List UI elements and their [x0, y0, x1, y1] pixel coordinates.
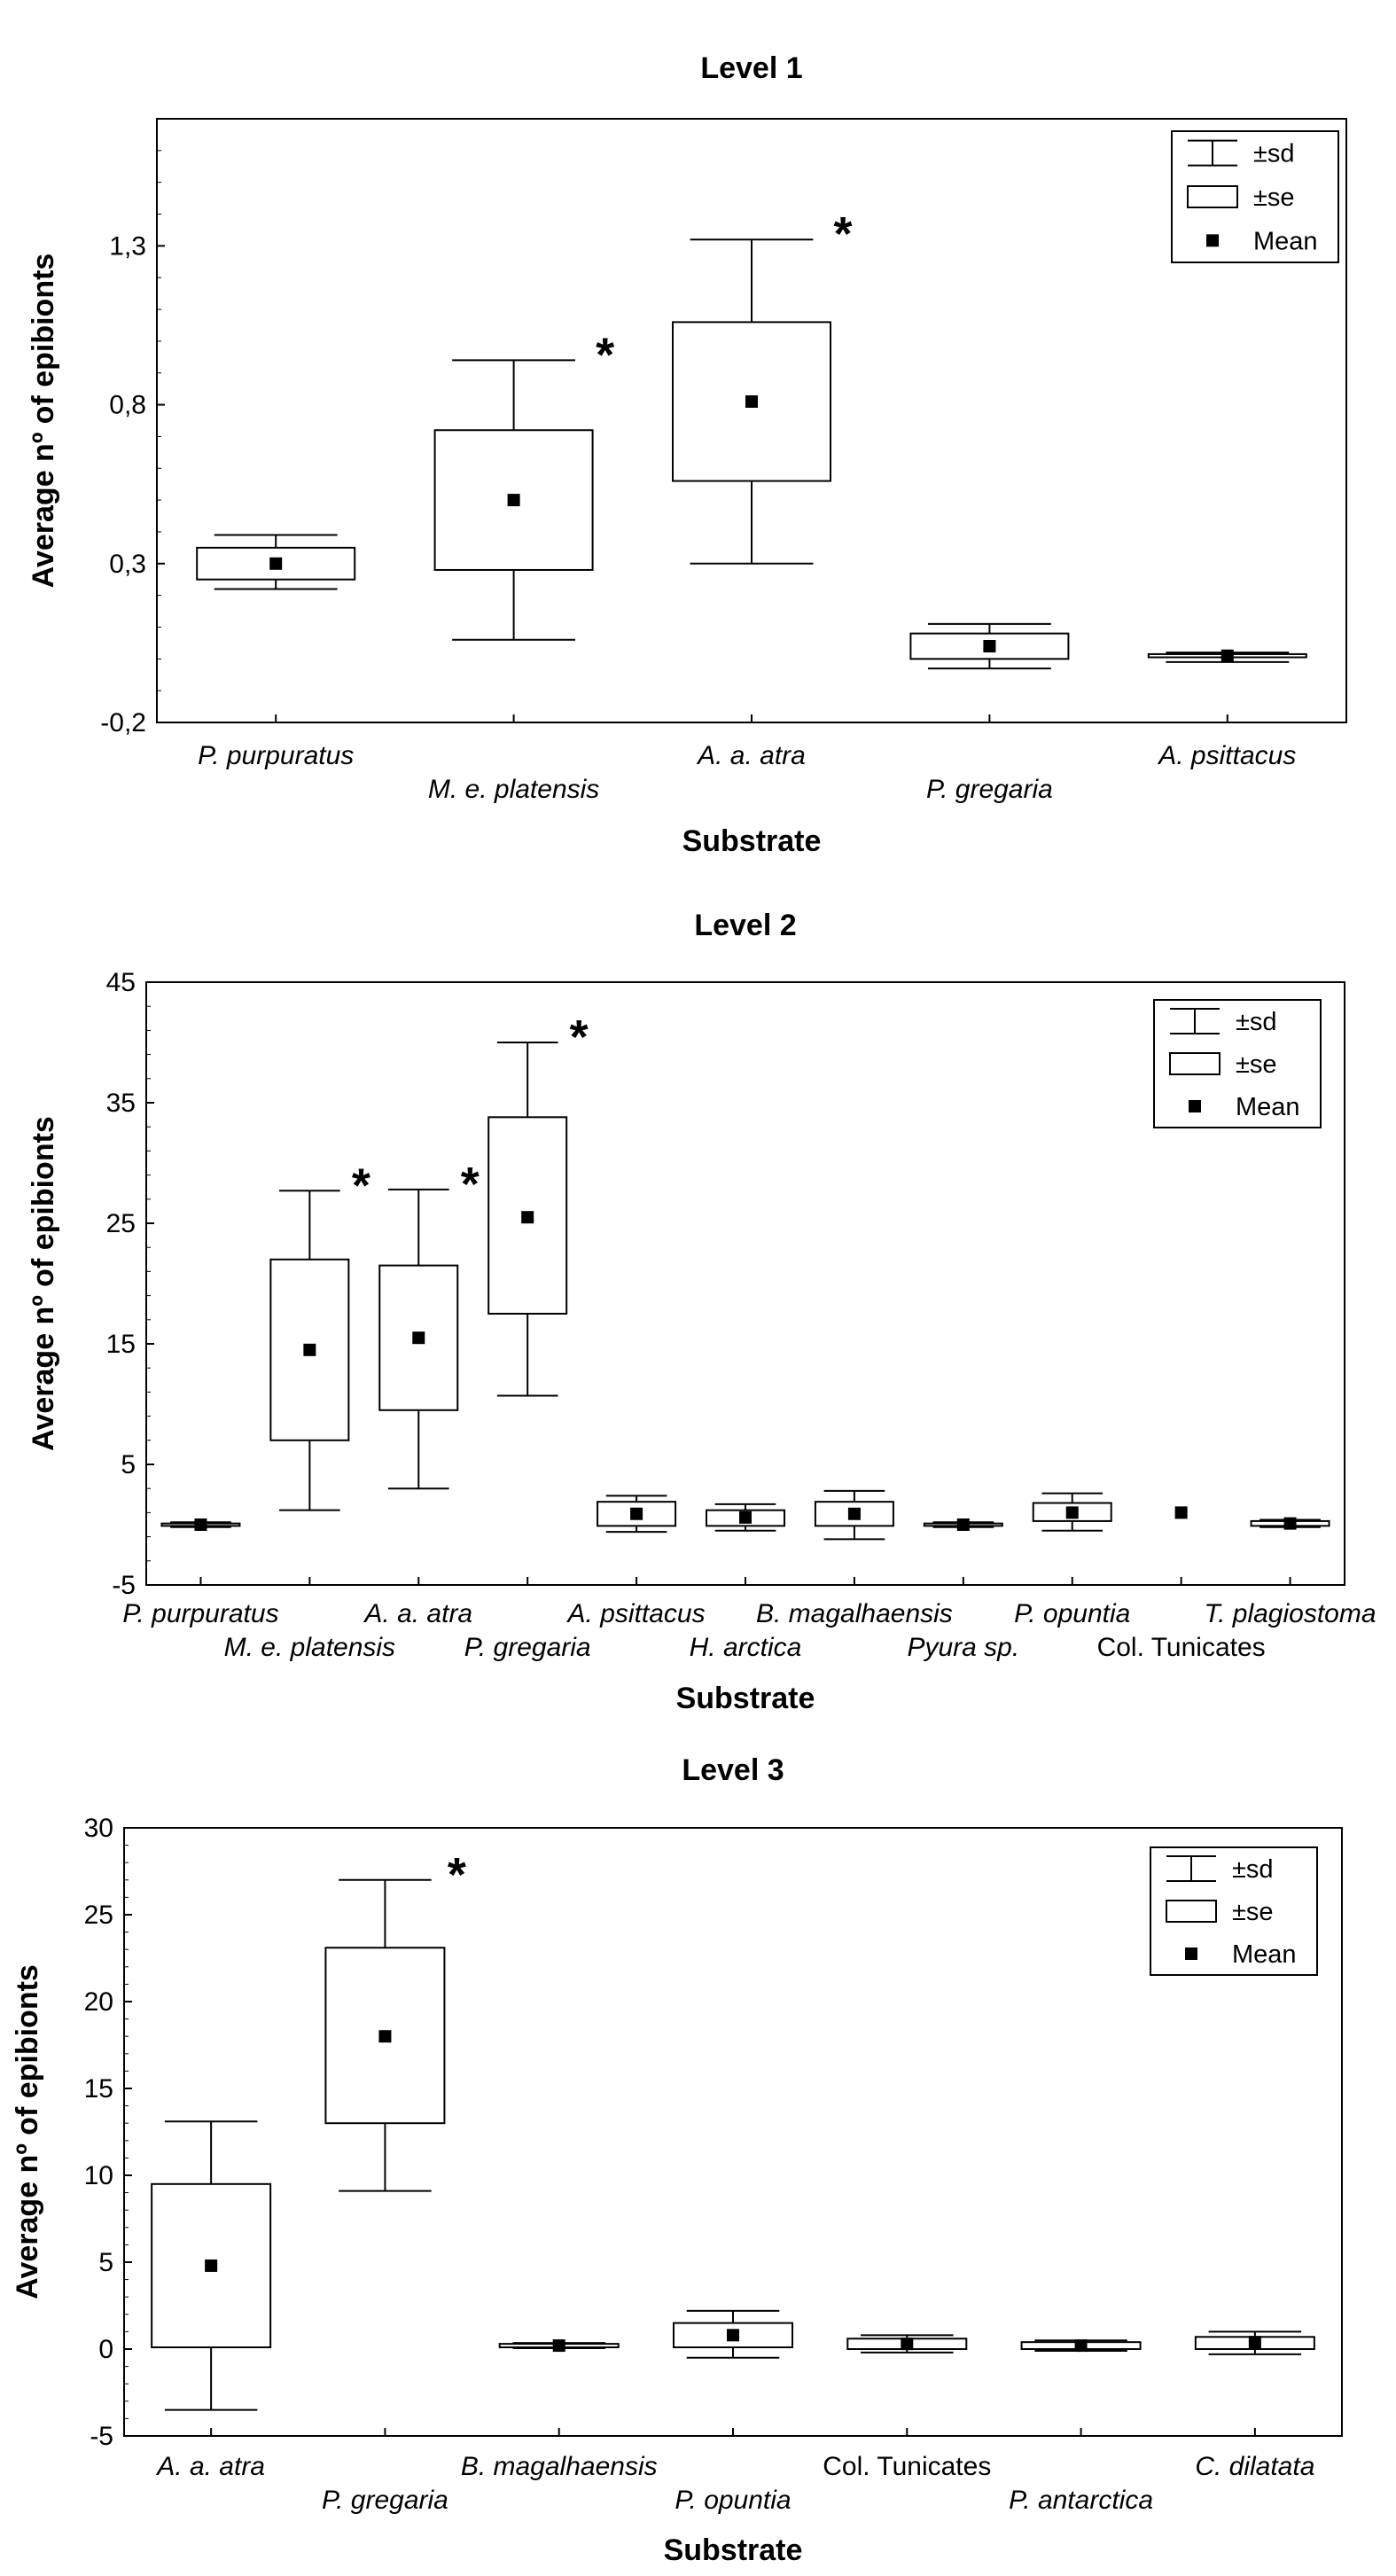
y-tick-label: 1,3 [109, 231, 146, 262]
x-category-label: P. gregaria [925, 775, 1053, 804]
y-tick-label: -0,2 [100, 708, 146, 738]
legend [1150, 1847, 1317, 1975]
y-axis-title: Average nº of epibionts [11, 1964, 44, 2299]
y-tick-label: -5 [112, 1571, 136, 1600]
legend-label: Mean [1232, 1940, 1297, 1969]
mean-point [745, 395, 758, 408]
mean-point [205, 2260, 217, 2272]
mean-point [521, 1211, 534, 1223]
x-category-label: H. arctica [689, 1633, 802, 1662]
x-category-label: A. psittacus [567, 1599, 706, 1628]
chart-title: Level 1 [700, 51, 803, 85]
x-category-label: A. a. atra [364, 1599, 473, 1628]
significance-asterisk: * [447, 1847, 466, 1901]
y-tick-label: 15 [105, 1330, 136, 1359]
mean-point [1249, 2336, 1261, 2348]
legend-se-symbol [1170, 1053, 1220, 1074]
x-category-label: Pyura sp. [907, 1633, 1020, 1662]
y-tick-label: 5 [121, 1450, 136, 1479]
y-tick-label: 0 [98, 2335, 113, 2364]
x-category-label: B. magalhaensis [460, 2452, 658, 2481]
x-category-label: P. opuntia [1014, 1599, 1131, 1628]
legend-label: ±sd [1236, 1008, 1277, 1036]
y-tick-label: 0,8 [109, 390, 146, 420]
mean-point [983, 640, 995, 652]
mean-point [1075, 2339, 1088, 2352]
x-category-label: Col. Tunicates [823, 2452, 992, 2481]
legend-label: ±se [1236, 1050, 1277, 1079]
y-tick-label: -5 [90, 2422, 113, 2451]
legend-mean-symbol [1189, 1100, 1201, 1112]
legend-label: ±sd [1232, 1855, 1274, 1884]
x-category-label: M. e. platensis [427, 775, 600, 804]
mean-point [739, 1511, 752, 1524]
x-category-label: Col. Tunicates [1096, 1633, 1266, 1662]
y-axis-title: Average nº of epibionts [27, 253, 60, 589]
mean-point [412, 1331, 425, 1344]
mean-point [630, 1508, 643, 1520]
legend-mean-symbol [1206, 234, 1219, 246]
significance-asterisk: * [833, 207, 853, 262]
legend-mean-symbol [1185, 1948, 1197, 1960]
x-category-label: P. gregaria [464, 1633, 591, 1662]
x-category-label: C. dilatata [1195, 2452, 1315, 2481]
mean-point [194, 1518, 207, 1531]
x-axis-title: Substrate [682, 824, 822, 858]
mean-point [553, 2339, 565, 2352]
mean-point [727, 2329, 739, 2341]
legend-label: ±se [1253, 183, 1295, 212]
legend-label: ±sd [1253, 139, 1295, 168]
mean-point [1284, 1518, 1297, 1530]
mean-point [269, 558, 282, 570]
x-category-label: T. plagiostoma [1204, 1599, 1377, 1628]
x-category-label: P. purpuratus [198, 741, 355, 770]
legend [1154, 1000, 1321, 1128]
x-category-label: A. a. atra [698, 741, 806, 770]
x-category-label: P. opuntia [675, 2486, 792, 2515]
mean-point [508, 494, 520, 506]
x-category-label: P. antarctica [1009, 2486, 1154, 2515]
x-category-label: P. purpuratus [122, 1599, 279, 1628]
significance-asterisk: * [596, 328, 615, 382]
y-axis-title: Average nº of epibionts [27, 1116, 60, 1451]
significance-asterisk: * [569, 1011, 589, 1064]
legend-label: Mean [1253, 227, 1318, 256]
chart-title: Level 3 [682, 1753, 784, 1787]
y-tick-label: 20 [83, 1987, 113, 2017]
y-tick-label: 25 [105, 1209, 136, 1238]
mean-point [901, 2338, 913, 2350]
mean-point [1175, 1506, 1188, 1518]
y-tick-label: 10 [83, 2161, 113, 2190]
box-col-tunicates [847, 2335, 966, 2353]
y-tick-label: 45 [105, 968, 136, 997]
legend-label: ±se [1232, 1898, 1274, 1926]
y-tick-label: 0,3 [109, 549, 146, 579]
mean-point [1066, 1506, 1079, 1518]
mean-point [848, 1508, 861, 1520]
x-category-label: A. psittacus [1158, 741, 1297, 770]
mean-point [1221, 650, 1234, 662]
box-p-antarctica [1022, 2339, 1141, 2352]
legend-se-symbol [1166, 1901, 1216, 1922]
legend-se-symbol [1188, 186, 1237, 207]
x-category-label: B. magalhaensis [756, 1599, 953, 1628]
significance-asterisk: * [460, 1157, 480, 1211]
chart-title: Level 2 [694, 909, 797, 942]
x-category-label: M. e. platensis [223, 1633, 396, 1662]
y-tick-label: 5 [98, 2248, 113, 2277]
x-category-label: A. a. atra [157, 2452, 266, 2481]
box-t-plagiostoma [1252, 1518, 1330, 1530]
x-category-label: P. gregaria [321, 2486, 448, 2515]
y-tick-label: 35 [105, 1089, 136, 1118]
y-tick-label: 30 [83, 1814, 113, 1843]
x-axis-title: Substrate [663, 2533, 803, 2567]
box-col-tunicates [1175, 1506, 1188, 1518]
mean-point [957, 1518, 970, 1531]
x-axis-title: Substrate [675, 1682, 815, 1715]
y-tick-label: 15 [83, 2074, 113, 2104]
mean-point [378, 2030, 391, 2042]
significance-asterisk: * [351, 1159, 370, 1213]
y-tick-label: 25 [83, 1901, 113, 1930]
mean-point [303, 1344, 316, 1356]
legend-label: Mean [1236, 1093, 1300, 1121]
box-a-psittacus [597, 1495, 675, 1532]
legend [1172, 131, 1338, 262]
